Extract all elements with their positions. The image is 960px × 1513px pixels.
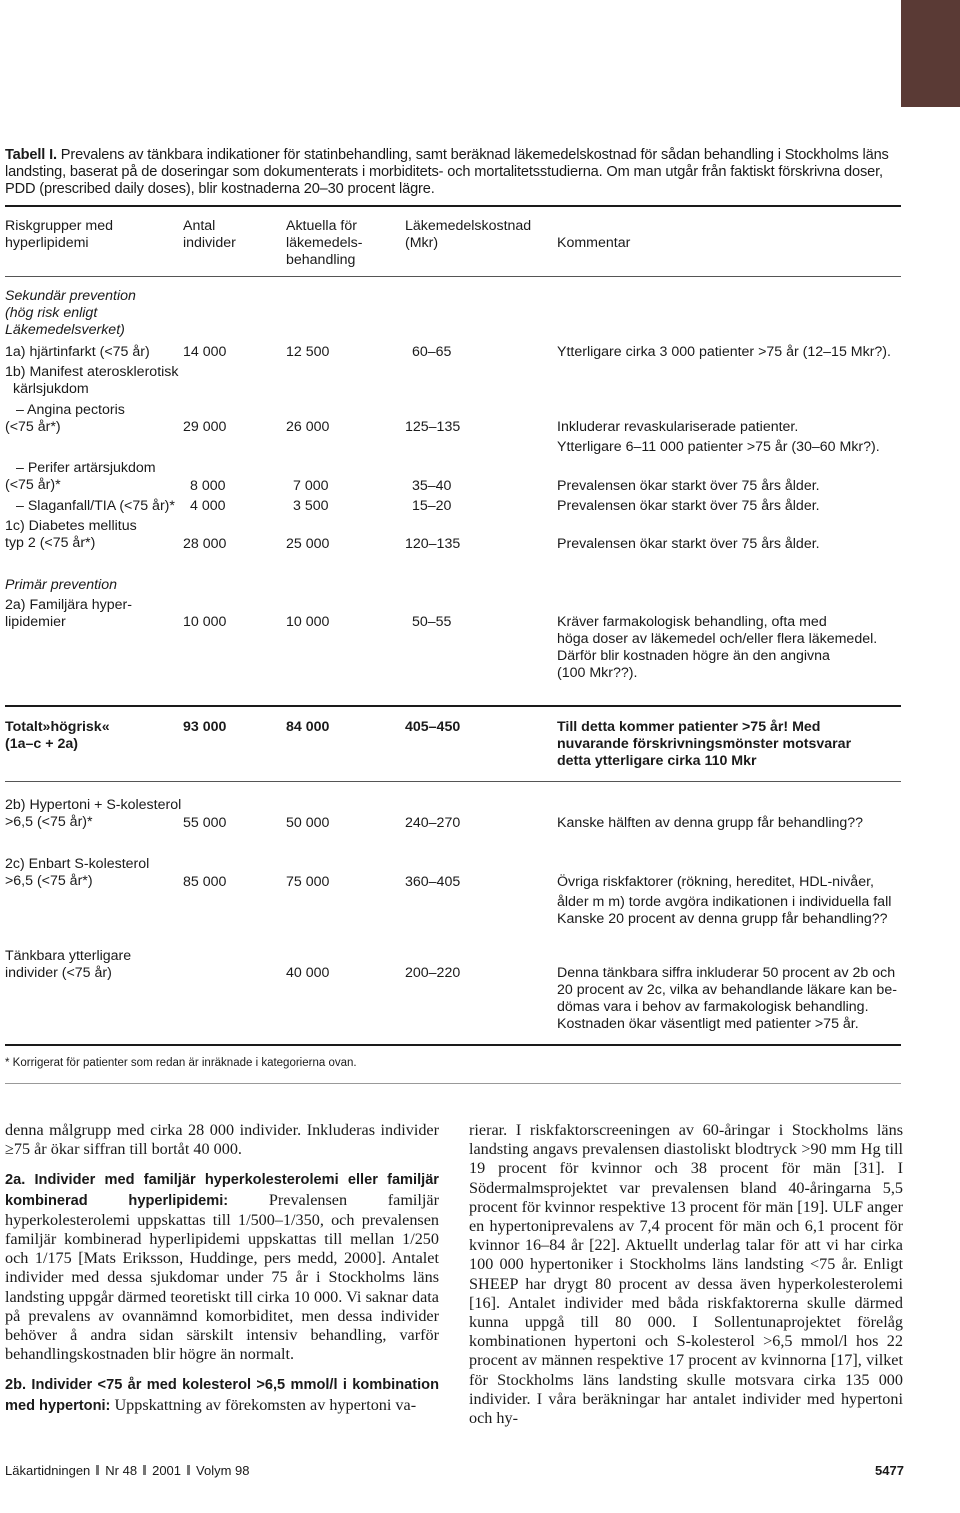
row-tankbara-label <box>5 948 131 982</box>
row-tankbara-kommentar-line3: dömas vara i behov av farmakologisk behandling. <box>557 999 869 1015</box>
row-perifer-label-line1: – Perifer artärsjukdom <box>16 460 156 476</box>
row-diabetes-antal: 28 000 <box>183 536 227 552</box>
row-slag-antal: 4 000 <box>190 498 226 514</box>
row-enbart-kommentar-line1: Övriga riskfaktorer (rökning, hereditet, HDL-nivåer, <box>557 874 874 890</box>
row-familjar-label-line2: lipidemier <box>5 614 66 630</box>
row-perifer-aktuella: 7 000 <box>293 478 329 494</box>
row-angina-label-line1: – Angina pectoris <box>16 402 125 418</box>
body-column-left <box>5 1121 439 1416</box>
row-perifer-kostnad: 35–40 <box>412 478 452 494</box>
row-enbart-kommentar-line2: ålder m m) torde avgöra indikationen i individuella fall <box>557 894 892 910</box>
body-column-right <box>469 1121 903 1428</box>
row-perifer-label-line2: (<75 år)* <box>5 477 61 493</box>
header-aktuella <box>286 218 363 269</box>
row-enbart-kommentar <box>557 874 891 928</box>
row-tankbara-label-line2: individer (<75 år) <box>5 965 112 981</box>
row-familjar-label <box>5 597 132 631</box>
section-secondary-line1: Sekundär prevention <box>5 288 136 304</box>
header-riskgrupper-line2: hyperlipidemi <box>5 235 89 251</box>
row-tankbara-kommentar <box>557 965 897 1033</box>
row-enbart-kommentar-line3: Kanske 20 procent av denna grupp får behandling?? <box>557 911 888 927</box>
row-hypertoni-kommentar: Kanske hälften av denna grupp får behandling?? <box>557 815 864 831</box>
body-left-paragraph-3 <box>5 1375 439 1415</box>
footer-volume: Volym 98 <box>196 1463 250 1478</box>
footer-issue: Nr 48 <box>105 1463 138 1478</box>
row-total-label-line2: (1a–c + 2a) <box>5 736 78 752</box>
row-slag-aktuella: 3 500 <box>293 498 329 514</box>
row-1a-aktuella: 12 500 <box>286 344 330 360</box>
row-tankbara-aktuella: 40 000 <box>286 965 330 981</box>
row-familjar-label-line1: 2a) Familjära hyper- <box>5 597 132 613</box>
table-caption <box>5 147 905 198</box>
heading-2b: 2b. Individer <75 år med kolesterol >6,5 mmol/l i kombination med hypertoni: <box>5 1377 439 1414</box>
section-secondary-line3: Läkemedelsverket) <box>5 322 125 338</box>
row-hypertoni-kostnad: 240–270 <box>405 815 461 831</box>
row-enbart-kostnad: 360–405 <box>405 874 461 890</box>
row-hypertoni-label-line2: >6,5 (<75 år)* <box>5 814 93 830</box>
row-familjar-kommentar-line1: Kräver farmakologisk behandling, ofta med <box>557 614 827 630</box>
header-riskgrupper-line1: Riskgrupper med <box>5 218 114 234</box>
footer-divider <box>96 1465 99 1475</box>
row-enbart-antal: 85 000 <box>183 874 227 890</box>
body-left-paragraph-3-text: Uppskattning av förekomsten av hypertoni va- <box>110 1395 417 1414</box>
heading-2a: 2a. Individer med familjär hyperkolesterolemi eller familjär kombinerad hyperlipidemi: <box>5 1172 439 1209</box>
row-slag-kommentar: Prevalensen ökar starkt över 75 års ålder. <box>557 498 820 514</box>
table-bottom-rule <box>5 1044 901 1046</box>
row-perifer-label <box>5 460 156 494</box>
header-aktuella-line1: Aktuella för <box>286 218 357 234</box>
header-riskgrupper <box>5 218 113 252</box>
section-secondary <box>5 288 136 339</box>
row-diabetes-kostnad: 120–135 <box>405 536 461 552</box>
footer-journal-info <box>5 1463 250 1479</box>
header-antal-line2: individer <box>183 235 236 251</box>
row-1a-kostnad: 60–65 <box>412 344 452 360</box>
total-bottom-rule <box>5 781 901 782</box>
row-familjar-kommentar <box>557 614 877 682</box>
row-enbart-label-line2: >6,5 (<75 år*) <box>5 873 93 889</box>
row-total-label <box>5 719 110 753</box>
row-familjar-kostnad: 50–55 <box>412 614 452 630</box>
row-hypertoni-label <box>5 797 181 831</box>
row-angina-antal: 29 000 <box>183 419 227 435</box>
row-diabetes-kommentar: Prevalensen ökar starkt över 75 års ålder. <box>557 536 820 552</box>
row-tankbara-label-line1: Tänkbara ytterligare <box>5 948 132 964</box>
body-right-paragraph-1: rierar. I riskfaktorscreeningen av 60-åringar i Stockholms läns landsting angavs prevalensen diastoliskt blodtryck >90 mm Hg till 19 procent för kvinnor och 38 procent för män [31]. I Södermalmsprojektet var prevalensen bland 40-åringarna 5,5 procent för kvinnor respektive 13 procent för män [19]. ULF anger en hypertoniprevalens av 7,4 procent för män och 6,1 procent för kvinnor 16–84 år [22]. Aktuellt underlag talar för att vi har cirka 100 000 hypertoniker i Stockholms läns landsting <75 år. Enligt SHEEP har drygt 80 procent av dessa även hyperkolesterolemi [16]. Antalet individer med båda riskfaktorerna skulle därmed kunna uppgå till 80 000. I Sollentunaprojektet förelåg kombinationen hypertoni och S-kolesterol >6,5 mmol/l hos 22 procent av männen respektive 17 procent av kvinnorna [17], vilket för Stockholms läns landsting skulle motsvara cirka 135 000 individer. I våra beräkningar har antalet individer med hypertoni och hy- <box>469 1121 903 1428</box>
row-1b-label-line2: kärlsjukdom <box>13 381 89 397</box>
row-tankbara-kommentar-line2: 20 procent av 2c, vilka av behandlande läkare kan be- <box>557 982 897 998</box>
row-familjar-kommentar-line4: (100 Mkr??). <box>557 665 638 681</box>
header-aktuella-line2: läkemedels- <box>286 235 363 251</box>
table-caption-text: Prevalens av tänkbara indikationer för statinbehandling, samt beräknad läkemedelskostnad för sådan behandling i Stockholms läns landsting, baserat på de doseringar som dokumenterats i morbiditets- och mortalitetsstudierna. Om man utgår från faktiskt förskrivna doser, PDD (prescribed daily doses), blir kostnaderna 20–30 procent lägre. <box>5 147 889 197</box>
row-angina-kommentar-line2: Ytterligare 6–11 000 patienter >75 år (30–60 Mkr?). <box>557 439 880 455</box>
row-slag-kostnad: 15–20 <box>412 498 452 514</box>
row-enbart-aktuella: 75 000 <box>286 874 330 890</box>
row-enbart-label <box>5 856 149 890</box>
row-perifer-antal: 8 000 <box>190 478 226 494</box>
header-aktuella-line3: behandling <box>286 252 356 268</box>
row-1b-label <box>5 364 178 398</box>
row-enbart-label-line1: 2c) Enbart S-kolesterol <box>5 856 150 872</box>
row-tankbara-kostnad: 200–220 <box>405 965 461 981</box>
row-familjar-antal: 10 000 <box>183 614 227 630</box>
header-kommentar: Kommentar <box>557 235 631 251</box>
row-angina-aktuella: 26 000 <box>286 419 330 435</box>
header-bottom-rule <box>5 276 901 277</box>
row-angina-label-line2: (<75 år*) <box>5 419 61 435</box>
section-secondary-line2: (hög risk enligt <box>5 305 98 321</box>
row-perifer-kommentar: Prevalensen ökar starkt över 75 års ålder. <box>557 478 820 494</box>
footer-page-number: 5477 <box>875 1463 904 1478</box>
row-familjar-kommentar-line2: höga doser av läkemedel och/eller flera läkemedel. <box>557 631 878 647</box>
body-left-paragraph-2-text: Prevalensen familjär hyperkolesterolemi uppskattas till 1/500–1/350, och prevalensen familjär kombinerad hyperlipidemi uppskattas till mellan 1/250 och 1/175 [Mats Eriksson, Huddinge, pers medd, 2000]. Antalet individer med dessa sjukdomar under 75 år i Stockholms läns landsting uppgår därmed teoretiskt till cirka 10 000. Vi saknar data på prevalens av ovannämnd komorbiditet, men dessa individer behöver å andra sidan särskilt intensiv behandling, varför behandlingskostnaden blir högre än normalt. <box>5 1190 440 1364</box>
row-angina-label <box>5 402 125 436</box>
row-diabetes-label <box>5 518 137 552</box>
row-total-kommentar-line1: Till detta kommer patienter >75 år! Med <box>557 719 821 735</box>
corner-color-tab <box>901 0 960 107</box>
table-footnote: * Korrigerat för patienter som redan är inräknade i kategorierna ovan. <box>5 1057 357 1069</box>
footer-journal: Läkartidningen <box>5 1463 91 1478</box>
header-kostnad-line2: (Mkr) <box>405 235 439 251</box>
row-1b-label-line1: 1b) Manifest aterosklerotisk <box>5 364 179 380</box>
row-total-kommentar-line3: detta ytterligare cirka 110 Mkr <box>557 753 757 769</box>
row-total-antal: 93 000 <box>183 719 227 735</box>
row-hypertoni-aktuella: 50 000 <box>286 815 330 831</box>
row-1a-kommentar: Ytterligare cirka 3 000 patienter >75 år (12–15 Mkr?). <box>557 344 891 360</box>
row-angina-kostnad: 125–135 <box>405 419 461 435</box>
row-total-kommentar <box>557 719 851 770</box>
body-left-paragraph-1: denna målgrupp med cirka 28 000 individer. Inkluderas individer ≥75 år ökar siffran till bortåt 40 000. <box>5 1121 439 1159</box>
row-tankbara-kommentar-line4: Kostnaden ökar väsentligt med patienter >75 år. <box>557 1016 859 1032</box>
footer-year: 2001 <box>152 1463 182 1478</box>
row-familjar-aktuella: 10 000 <box>286 614 330 630</box>
footer-divider <box>187 1465 190 1475</box>
body-left-paragraph-2 <box>5 1170 439 1364</box>
section-primary: Primär prevention <box>5 577 117 593</box>
row-slag-label: – Slaganfall/TIA (<75 år)* <box>16 498 175 514</box>
header-antal <box>183 218 236 252</box>
header-kostnad-line1: Läkemedelskostnad <box>405 218 532 234</box>
table-top-rule <box>5 205 901 207</box>
row-diabetes-label-line1: 1c) Diabetes mellitus <box>5 518 137 534</box>
row-hypertoni-antal: 55 000 <box>183 815 227 831</box>
row-total-label-line1: Totalt»högrisk« <box>5 719 110 735</box>
row-1a-label: 1a) hjärtinfarkt (<75 år) <box>5 344 150 360</box>
total-top-rule <box>5 705 901 707</box>
row-diabetes-label-line2: typ 2 (<75 år*) <box>5 535 96 551</box>
footer-divider <box>143 1465 146 1475</box>
table-caption-label: Tabell I. <box>5 147 57 163</box>
row-total-aktuella: 84 000 <box>286 719 330 735</box>
row-hypertoni-label-line1: 2b) Hypertoni + S-kolesterol <box>5 797 182 813</box>
row-tankbara-kommentar-line1: Denna tänkbara siffra inkluderar 50 procent av 2b och <box>557 965 896 981</box>
row-total-kommentar-line2: nuvarande förskrivningsmönster motsvarar <box>557 736 852 752</box>
header-kostnad <box>405 218 531 252</box>
row-diabetes-aktuella: 25 000 <box>286 536 330 552</box>
row-1a-antal: 14 000 <box>183 344 227 360</box>
row-angina-kommentar <box>557 419 880 456</box>
row-total-kostnad: 405–450 <box>405 719 461 735</box>
row-familjar-kommentar-line3: Därför blir kostnaden högre än den angivna <box>557 648 830 664</box>
header-antal-line1: Antal <box>183 218 216 234</box>
section-separator <box>5 1083 901 1084</box>
row-angina-kommentar-line1: Inkluderar revaskulariserade patienter. <box>557 419 799 435</box>
